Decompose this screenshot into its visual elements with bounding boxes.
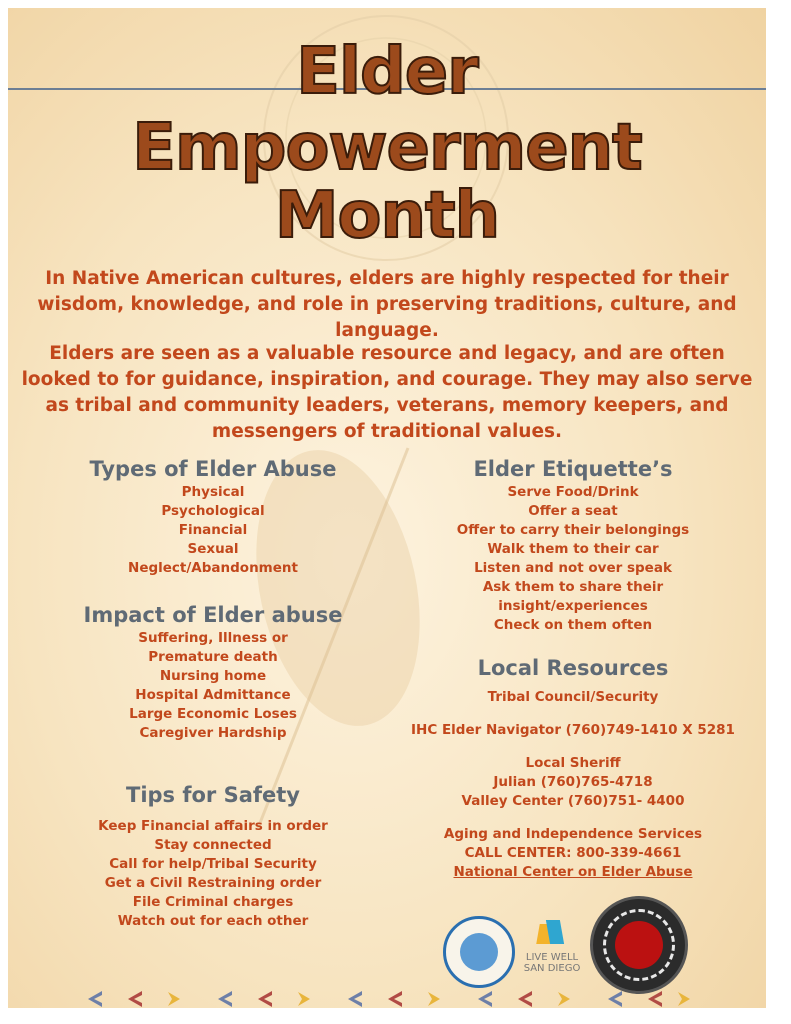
- ncea-link[interactable]: National Center on Elder Abuse: [453, 864, 693, 880]
- live-well-logo-text: LIVE WELL SAN DIEGO: [523, 952, 581, 974]
- arrow-pattern-border: [68, 990, 708, 1008]
- impact-item: Suffering, Illness or: [138, 630, 288, 646]
- impact-item: Hospital Admittance: [135, 687, 291, 703]
- resources-aging-services: Aging and Independence Services: [443, 826, 703, 842]
- etiquette-item: Listen and not over speak: [474, 560, 672, 576]
- etiquette-item: Offer a seat: [528, 503, 618, 519]
- etiquette-item: Serve Food/Drink: [507, 484, 639, 500]
- impact-item: Nursing home: [159, 668, 267, 684]
- etiquette-item: Walk them to their car: [487, 541, 659, 557]
- types-heading: Types of Elder Abuse: [89, 457, 337, 481]
- resources-sheriff-title: Local Sheriff: [525, 755, 621, 771]
- etiquette-section: [398, 455, 748, 635]
- tips-item: Get a Civil Restraining order: [104, 875, 322, 891]
- types-item: Physical: [181, 484, 245, 500]
- types-item: Financial: [178, 522, 248, 538]
- county-san-diego-seal: [443, 916, 515, 988]
- etiquette-item: Check on them often: [493, 617, 653, 633]
- impact-item: Large Economic Loses: [129, 706, 297, 722]
- impact-section: [63, 601, 363, 743]
- etiquette-item: insight/experiences: [498, 598, 648, 614]
- tribal-seal: [590, 896, 688, 994]
- flyer-page: [8, 8, 766, 1008]
- resources-navigator: IHC Elder Navigator (760)749-1410 X 5281: [411, 722, 735, 738]
- etiquette-item: Ask them to share their: [482, 579, 664, 595]
- types-item: Neglect/Abandonment: [128, 560, 298, 576]
- tips-item: File Criminal charges: [132, 894, 294, 910]
- tips-section: [63, 781, 363, 931]
- types-item: Sexual: [187, 541, 239, 557]
- impact-list: [63, 629, 363, 743]
- resources-heading: Local Resources: [477, 656, 669, 680]
- etiquette-heading: Elder Etiquette’s: [473, 457, 673, 481]
- types-item: Psychological: [161, 503, 265, 519]
- tips-list: [63, 817, 363, 931]
- types-section: [63, 455, 363, 578]
- live-well-logo-icon: [538, 920, 564, 946]
- tips-item: Keep Financial affairs in order: [98, 818, 328, 834]
- etiquette-list: [398, 483, 748, 635]
- resources-tribal: Tribal Council/Security: [487, 689, 659, 705]
- title-line-1: Elder: [296, 35, 478, 109]
- intro-paragraph-2: Elders are seen as a valuable resource and legacy, and are often looked to for guidance, inspiration, and courage. They may also serve as tribal and community leaders, veterans, memory keepers, and messengers of traditional values.: [21, 343, 753, 442]
- tips-item: Stay connected: [154, 837, 272, 853]
- tips-item: Call for help/Tribal Security: [109, 856, 317, 872]
- resources-valley-center-phone: Valley Center (760)751- 4400: [461, 793, 685, 809]
- tips-item: Watch out for each other: [117, 913, 309, 929]
- etiquette-item: Offer to carry their belongings: [456, 522, 690, 538]
- title-line-2: Empowerment: [132, 111, 642, 185]
- impact-item: Caregiver Hardship: [139, 725, 287, 741]
- intro-paragraph-1: In Native American cultures, elders are highly respected for their wisdom, knowledge, and role in preserving traditions, culture, and language.: [37, 268, 737, 341]
- types-list: [63, 483, 363, 578]
- resources-section: [398, 654, 748, 882]
- impact-item: Premature death: [148, 649, 278, 665]
- impact-heading: Impact of Elder abuse: [83, 603, 343, 627]
- resources-julian-phone: Julian (760)765-4718: [493, 774, 653, 790]
- tips-heading: Tips for Safety: [126, 783, 300, 807]
- title-line-3: Month: [274, 179, 500, 253]
- resources-call-center: CALL CENTER: 800-339-4661: [464, 845, 682, 861]
